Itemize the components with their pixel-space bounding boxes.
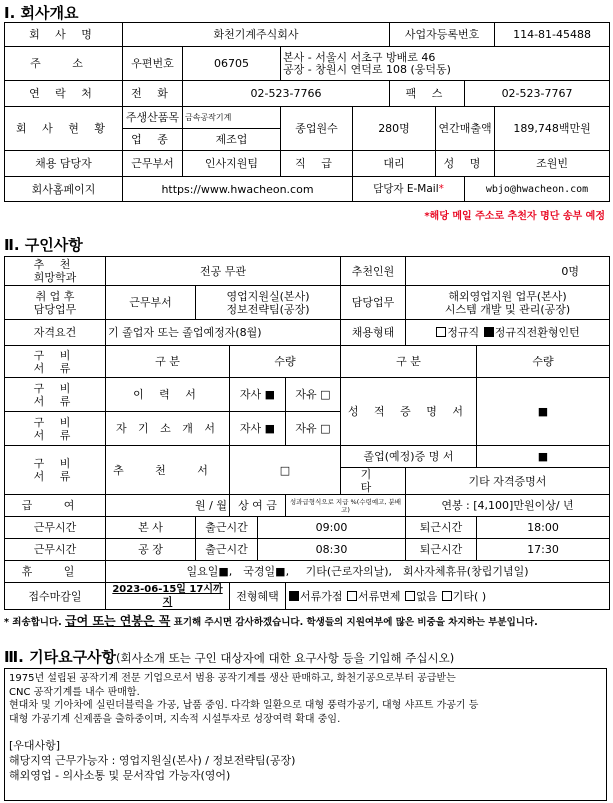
fmt-company-label: 자사 xyxy=(239,422,262,435)
homepage[interactable]: https://www.hwacheon.com xyxy=(123,177,353,202)
job-details-table xyxy=(4,256,610,610)
rank: 대리 xyxy=(353,151,436,177)
holiday-national-checkbox[interactable]: ■ xyxy=(275,565,286,578)
transcript-qty[interactable]: ■ xyxy=(477,378,610,446)
task-2: 시스템 개발 및 관리(공장) xyxy=(444,302,571,316)
docs-label-c xyxy=(5,412,106,446)
intro-company-checkbox[interactable]: ■ xyxy=(264,422,276,435)
address-hq: 본사 - 서울시 서초구 방배로 46 xyxy=(283,50,436,64)
section3-title-main: Ⅲ. 기타요구사항 xyxy=(4,648,117,666)
docs-label-1: 구 비 xyxy=(33,348,77,362)
resume-fmt-free xyxy=(286,378,341,412)
dept-2: 정보전략팀(공장) xyxy=(226,302,310,316)
biz-reg-label: 사업자등록번호 xyxy=(390,23,495,47)
email-label: 담당자 E-Mail xyxy=(373,182,439,195)
main-product-label: 주생산품목 xyxy=(123,107,183,129)
major-label-2: 희망학과 xyxy=(33,271,77,284)
company-name-label: 회 사 명 xyxy=(5,23,123,47)
factory-end-label: 퇴근시간 xyxy=(406,539,477,561)
email[interactable]: wbjo@hwacheon.com xyxy=(465,177,610,202)
major-label-1: 추 천 xyxy=(33,258,77,271)
duty-label-2: 담당업무 xyxy=(33,302,77,316)
email-required-mark: * xyxy=(438,182,444,195)
intro-line-1: 1975년 설립된 공작기계 전문 기업으로서 범용 공작기계를 생산 판매하고, 화천기공으로부터 공급받는 xyxy=(9,673,456,684)
name-label: 성 명 xyxy=(436,151,495,177)
screen-opt3: 없음 xyxy=(416,589,438,603)
preference-2: 해외영업 - 의사소통 및 문서작업 가능자(영어) xyxy=(9,769,231,782)
screen-opt2: 서류면제 xyxy=(358,589,401,603)
dept-1: 영업지원실(본사) xyxy=(226,289,310,303)
docs-label-1: 구 비 xyxy=(33,381,77,395)
col-qty-a: 수량 xyxy=(230,346,341,378)
contact-label: 연 락 처 xyxy=(5,81,123,107)
major-label xyxy=(5,257,106,286)
docs-label-2: 서 류 xyxy=(33,394,77,408)
holidays: 일요일■, 국경일■, 기타(근로자의날), 회사자체휴뮤(창립기념일) xyxy=(106,561,610,583)
docs-label-a xyxy=(5,346,106,378)
count-label: 추천인원 xyxy=(341,257,406,286)
screen-opt4: 기타( ) xyxy=(452,589,487,603)
screen-opt3-checkbox[interactable] xyxy=(405,591,415,601)
resume-free-checkbox[interactable]: □ xyxy=(320,388,331,401)
salary-opt-month: 원 / 월 xyxy=(106,495,230,517)
qual: 기 졸업자 또는 졸업예정자(8월) xyxy=(106,320,341,346)
screen-opt1-checkbox[interactable] xyxy=(289,591,299,601)
hq-end-label: 퇴근시간 xyxy=(406,517,477,539)
duty-label xyxy=(5,286,106,320)
screen-opt1: 서류가점 xyxy=(300,589,343,603)
qual-label: 자격요건 xyxy=(5,320,106,346)
factory-start-label: 출근시간 xyxy=(196,539,258,561)
intro-fmt-company xyxy=(230,412,286,446)
site-hq: 본 사 xyxy=(106,517,196,539)
holiday-national: 국경일 xyxy=(243,565,276,578)
task-label: 담당업무 xyxy=(341,286,406,320)
holiday-company: 회사자체휴뮤(창립기념일) xyxy=(403,565,529,578)
docs-label-2: 서 류 xyxy=(33,428,77,442)
resume-fmt-company xyxy=(230,378,286,412)
salary-annual: 연봉 : [4,100]만원이상/ 년 xyxy=(406,495,610,517)
industry: 제조업 xyxy=(183,129,281,151)
doc-transcript: 성 적 증 명 서 xyxy=(341,378,477,446)
intro-line-3: 현대차 및 기아차에 실린더블럭을 가공, 납품 중임. 다각화 일환으로 대형 풍력가공기, 대형 샤프트 가공기 등 xyxy=(9,700,479,711)
doc-intro: 자 기 소 개 서 xyxy=(106,412,230,446)
deadline: 2023-06-15일 17시까지 xyxy=(106,583,230,610)
task-1: 해외영업지원 업무(본사) xyxy=(448,289,567,303)
company-overview-table xyxy=(4,22,610,202)
count: 0명 xyxy=(406,257,610,286)
dept-label: 근무부서 xyxy=(106,286,196,320)
doc-etc-value: 기타 자격증명서 xyxy=(406,468,610,495)
holiday-sunday-checkbox[interactable]: ■ xyxy=(218,565,229,578)
site-factory: 공 장 xyxy=(106,539,196,561)
col-qty-b: 수량 xyxy=(477,346,610,378)
graduation-qty[interactable]: ■ xyxy=(477,446,610,468)
fmt-free-label: 자유 xyxy=(295,422,317,435)
doc-recommend: 추 천 서 xyxy=(106,446,230,495)
factory-end: 17:30 xyxy=(477,539,610,561)
fax: 02-523-7767 xyxy=(465,81,610,107)
doc-resume: 이 력 서 xyxy=(106,378,230,412)
intro-fmt-free xyxy=(286,412,341,446)
biz-reg-no: 114-81-45488 xyxy=(495,23,610,47)
section2-title: Ⅱ. 구인사항 xyxy=(4,236,83,254)
dept xyxy=(196,286,341,320)
company-name: 화천기계주식회사 xyxy=(123,23,390,47)
homepage-label: 회사홈페이지 xyxy=(5,177,123,202)
preference-title: [우대사항] xyxy=(9,739,61,752)
doc-etc: 기 타 xyxy=(341,468,406,495)
factory-start: 08:30 xyxy=(258,539,406,561)
salary-notice xyxy=(4,612,538,629)
duty-label-1: 취 업 후 xyxy=(35,289,75,303)
section3-title xyxy=(4,646,454,667)
phone: 02-523-7766 xyxy=(183,81,390,107)
salary-note: 성과급형식으로 지급 %(수령예고, 분배고) xyxy=(286,495,406,517)
holiday-sunday: 일요일 xyxy=(186,565,219,578)
docs-label-2: 서 류 xyxy=(33,470,77,483)
salary-label: 급 여 xyxy=(5,495,106,517)
col-category-b: 구 분 xyxy=(341,346,477,378)
fmt-free-label: 자유 xyxy=(295,388,317,401)
dept: 인사지원팀 xyxy=(183,151,281,177)
preference-1: 해당지역 근무가능자 : 영업지원실(본사) / 정보전략팀(공장) xyxy=(9,754,296,767)
dept-label: 근무부서 xyxy=(123,151,183,177)
worktime-label-hq: 근무시간 xyxy=(5,517,106,539)
employees: 280명 xyxy=(353,107,436,151)
major: 전공 무관 xyxy=(106,257,341,286)
task xyxy=(406,286,610,320)
resume-company-checkbox[interactable]: ■ xyxy=(264,388,276,401)
emp-type-opt2-checkbox[interactable] xyxy=(484,327,494,337)
rank-label: 직 급 xyxy=(281,151,353,177)
main-product: 금속공작기계 xyxy=(183,107,281,129)
intro-free-checkbox[interactable]: □ xyxy=(320,422,331,435)
worktime-label-factory: 근무시간 xyxy=(5,539,106,561)
section3-title-sub: (회사소개 또는 구인 대상자에 대한 요구사항 등을 기입해 주십시오) xyxy=(116,651,455,665)
postal-code: 06705 xyxy=(183,47,281,81)
section1-title: Ⅰ. 회사개요 xyxy=(4,4,79,22)
hq-start: 09:00 xyxy=(258,517,406,539)
screen-options xyxy=(286,583,610,610)
screen-opt4-checkbox[interactable] xyxy=(442,591,452,601)
note-a: * 죄송합니다. xyxy=(4,617,66,628)
address-label: 주 소 xyxy=(5,47,123,81)
emp-type-opt1-checkbox[interactable] xyxy=(436,327,446,337)
screen-opt2-checkbox[interactable] xyxy=(347,591,357,601)
docs-label-2: 서 류 xyxy=(33,361,77,375)
emp-type-label: 채용형태 xyxy=(341,320,406,346)
sales-label: 연간매출액 xyxy=(436,107,495,151)
hq-start-label: 출근시간 xyxy=(196,517,258,539)
postal-label: 우편번호 xyxy=(123,47,183,81)
other-requirements-box xyxy=(4,668,607,801)
note-c: 표기해 주시면 감사하겠습니다. 학생들의 지원여부에 많은 비중을 차지하는 부분입니다. xyxy=(170,617,538,628)
docs-label-1: 구 비 xyxy=(33,415,77,429)
holiday-label: 휴 일 xyxy=(5,561,106,583)
emp-type-opt1: 정규직 xyxy=(447,326,480,339)
note-b: 급여 또는 연봉은 꼭 xyxy=(65,614,171,628)
docs-label-1: 구 비 xyxy=(33,457,77,470)
salary-opt-bonus: 상 여 금 xyxy=(230,495,286,517)
emp-type xyxy=(406,320,610,346)
hq-end: 18:00 xyxy=(477,517,610,539)
doc-graduation: 졸업(예정)증 명 서 xyxy=(341,446,477,468)
intro-line-4: 대형 가공기계 신제품을 출하중이며, 지속적 시설투자로 성장여력 확대 중임. xyxy=(9,713,341,725)
address-factory: 공장 - 창원시 연덕로 108 (웅덕동) xyxy=(283,62,451,76)
holiday-other: 기타(근로자의날), xyxy=(305,565,393,578)
status-label: 회 사 현 황 xyxy=(5,107,123,151)
docs-label-d xyxy=(5,446,106,495)
email-notice: *해당 메일 주소로 추천자 명단 송부 예정 xyxy=(424,211,605,222)
recommend-qty[interactable]: □ xyxy=(230,446,341,495)
industry-label: 업 종 xyxy=(123,129,183,151)
sales: 189,748백만원 xyxy=(495,107,610,151)
fax-label: 팩 스 xyxy=(390,81,465,107)
fmt-company-label: 자사 xyxy=(239,388,262,401)
recruiter-label: 채용 담당자 xyxy=(5,151,123,177)
deadline-label: 접수마감일 xyxy=(5,583,106,610)
email-label-cell xyxy=(353,177,465,202)
phone-label: 전 화 xyxy=(123,81,183,107)
docs-label-b xyxy=(5,378,106,412)
screen-label: 전형혜택 xyxy=(230,583,286,610)
employees-label: 종업원수 xyxy=(281,107,353,151)
intro-line-2: CNC 공작기계를 내수 판매함. xyxy=(9,686,140,698)
col-category-a: 구 분 xyxy=(106,346,230,378)
name: 조원빈 xyxy=(495,151,610,177)
emp-type-opt2: 정규직전환형인턴 xyxy=(494,326,580,339)
